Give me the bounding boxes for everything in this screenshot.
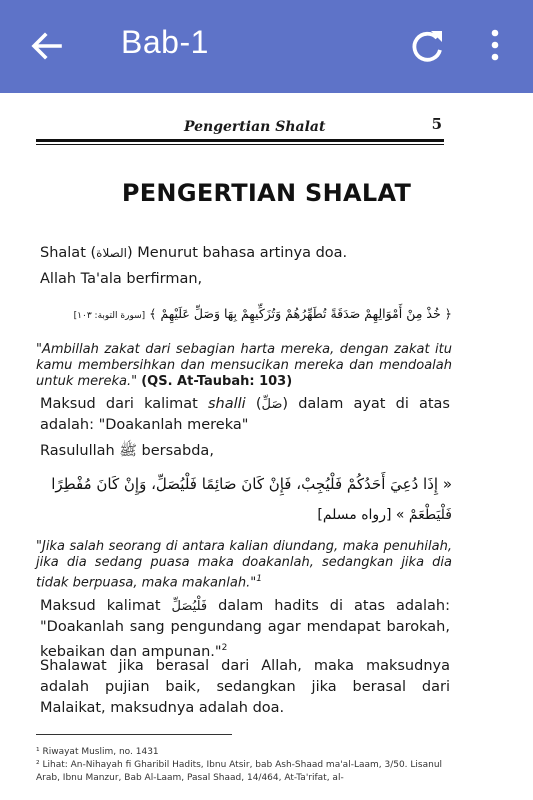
- footnote-rule: [36, 734, 232, 735]
- paragraph-shalawat: Shalawat jika berasal dari Allah, maka maksudnya adalah pujian baik, sedangkan jika berasal dari Malaikat, maksudnya adalah doa.: [40, 658, 450, 716]
- paragraph-shalat-definition: Shalat (الصلاة) Menurut bahasa artinya doa.: [40, 245, 348, 261]
- arrow-back-icon[interactable]: [26, 26, 66, 66]
- paragraph-maksud-shalli: Maksud dari kalimat shalli (صَلِّ) dalam ayat di atas adalah: "Doakanlah mereka": [40, 396, 450, 433]
- arabic-falyushalli: فَلْيُصَلِّ: [171, 599, 208, 614]
- quote-taubah: "Ambillah zakat dari sebagian harta mereka, dengan zakat itu kamu membersihkan dan mensucikan mereka dan mendoalah untuk mereka." (QS. At-Taubah: 103): [36, 342, 452, 389]
- ayat-text: ﴿ خُذْ مِنْ أَمْوَالِهِمْ صَدَقَةً تُطَهِّرُهُمْ وَتُزَكِّيهِمْ بِهَا وَصَلِّ عَلَيْهِمْ ﴾: [149, 306, 452, 321]
- hadith-arabic-line-1: « إِذَا دُعِيَ أَحَدُكُمْ فَلْيُجِبْ، فَإِنْ كَانَ صَائِمًا فَلْيُصَلِّ، وَإِنْ كَانَ مُفْطِرًا: [51, 475, 452, 493]
- running-head-title: Pengertian Shalat: [184, 119, 326, 135]
- quote-taubah-ref: (QS. At-Taubah: 103): [141, 374, 293, 389]
- header-rule-thin: [36, 144, 444, 145]
- more-vertical-icon[interactable]: [485, 28, 505, 64]
- arabic-shalat: الصلاة: [96, 246, 127, 260]
- refresh-icon[interactable]: [406, 26, 448, 68]
- ayat-reference: [سورة التوبة: ١٠٣]: [73, 311, 146, 321]
- app-bar: [0, 0, 533, 93]
- paragraph-allah-berfirman: Allah Ta'ala berfirman,: [40, 271, 203, 287]
- footnote-2: ² Lihat: An-Nihayah fi Gharibil Hadits, Ibnu Atsir, bab Ash-Shaad ma'al-Laam, 3/50. Lisanul Arab, Ibnu Manzur, Bab Al-Laam, Pasal Shaad, 14/464, At-Ta'rifat, al-: [36, 760, 443, 783]
- page-number: 5: [431, 115, 442, 133]
- arabic-shalli: صَلِّ: [261, 397, 283, 412]
- footnote-ref-1: 1: [256, 574, 262, 584]
- quote-hadith: "Jika salah seorang di antara kalian diundang, maka penuhilah, jika dia sedang puasa maka doakanlah, sedangkan jika dia tidak berpuasa, maka makanlah."$^1$: [36, 539, 452, 591]
- footnote-ref-2: 2: [221, 643, 228, 653]
- header-rule-thick: [36, 139, 444, 142]
- book-page: [0, 93, 533, 800]
- paragraph-rasulullah: Rasulullah ﷺ bersabda,: [40, 443, 214, 459]
- app-title: Bab-1: [121, 24, 209, 60]
- paragraph-maksud-falyushalli: Maksud kalimat فَلْيُصَلِّ dalam hadits di atas adalah: "Doakanlah sang pengundang agar mendapat barokah, kebaikan dan ampunan."$^2$: [40, 598, 450, 660]
- ayat-arabic: [32, 303, 452, 327]
- chapter-heading: PENGERTIAN SHALAT: [121, 179, 412, 207]
- footnote-1: ¹ Riwayat Muslim, no. 1431: [36, 747, 159, 757]
- hadith-arabic-line-2: فَلْيَطْعَمْ » [رواه مسلم]: [317, 507, 452, 523]
